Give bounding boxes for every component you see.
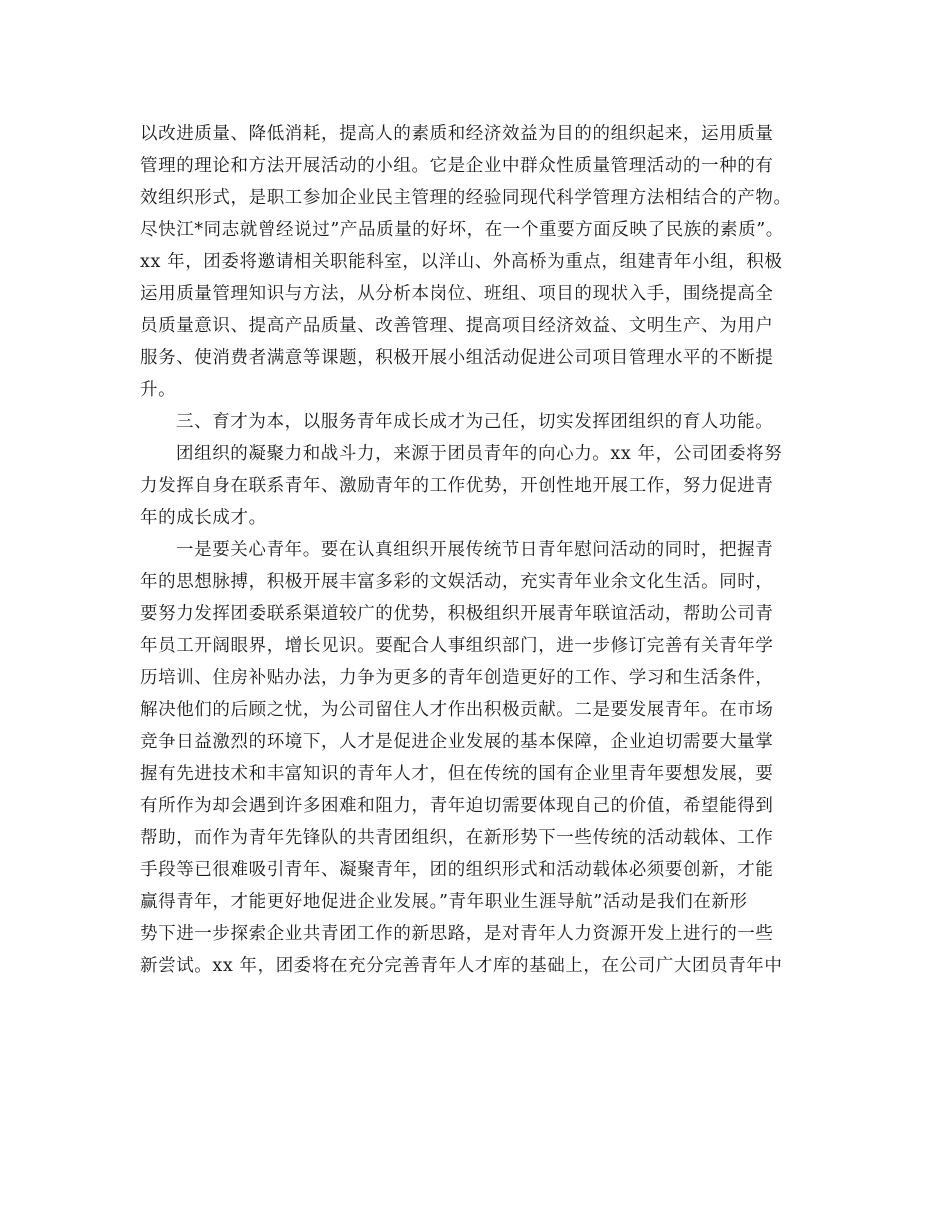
- text-line: 一是要关心青年。要在认真组织开展传统节日青年慰问活动的同时，把握青: [176, 540, 774, 560]
- text-line: 员质量意识、提高产品质量、改善管理、提高项目经济效益、文明生产、为用户: [140, 316, 774, 336]
- text-line: 团组织的凝聚力和战斗力，来源于团员青年的向心力。xx 年，公司团委将努: [176, 444, 783, 464]
- text-line: 赢得青年，才能更好地促进企业发展。”青年职业生涯导航”活动是我们在新形: [140, 892, 748, 912]
- text-line: 服务、使消费者满意等课题，积极开展小组活动促进公司项目管理水平的不断提: [140, 348, 774, 368]
- text-line: 手段等已很难吸引青年、凝聚青年，团的组织形式和活动载体必须要创新，才能: [140, 860, 774, 880]
- text-line: 尽快江*同志就曾经说过”产品质量的好坏，在一个重要方面反映了民族的素质”。: [140, 220, 784, 240]
- text-line: 帮助，而作为青年先锋队的共青团组织，在新形势下一些传统的活动载体、工作: [140, 828, 774, 848]
- text-line: 年的成长成才。: [140, 508, 267, 528]
- text-line: 管理的理论和方法开展活动的小组。它是企业中群众性质量管理活动的一种的有: [140, 156, 774, 176]
- text-line: 有所作为却会遇到许多困难和阻力，青年迫切需要体现自己的价值，希望能得到: [140, 796, 774, 816]
- text-line: 运用质量管理知识与方法，从分析本岗位、班组、项目的现状入手，围绕提高全: [140, 284, 774, 304]
- text-line: 历培训、住房补贴办法，力争为更多的青年创造更好的工作、学习和生活条件，: [140, 668, 774, 688]
- document-body: [140, 118, 820, 982]
- text-line: 力发挥自身在联系青年、激励青年的工作优势，开创性地开展工作，努力促进青: [140, 476, 774, 496]
- text-line: 要努力发挥团委联系渠道较广的优势，积极组织开展青年联谊活动，帮助公司青: [140, 604, 774, 624]
- paragraph-quality-groups: [140, 118, 820, 406]
- paragraph-cohesion: [140, 438, 820, 534]
- text-line: 解决他们的后顾之忧，为公司留住人才作出积极贡献。二是要发展青年。在市场: [140, 700, 774, 720]
- text-line: 年员工开阔眼界，增长见识。要配合人事组织部门，进一步修订完善有关青年学: [140, 636, 774, 656]
- text-line: 竞争日益激烈的环境下，人才是促进企业发展的基本保障，企业迫切需要大量掌: [140, 732, 774, 752]
- text-line: 效组织形式，是职工参加企业民主管理的经验同现代科学管理方法相结合的产物。: [140, 188, 792, 208]
- text-line: 升。: [140, 380, 177, 400]
- text-line: 新尝试。xx 年，团委将在充分完善青年人才库的基础上，在公司广大团员青年中: [140, 956, 783, 976]
- text-line: xx 年，团委将邀请相关职能科室，以洋山、外高桥为重点，组建青年小组，积极: [140, 252, 783, 272]
- text-line: 年的思想脉搏，积极开展丰富多彩的文娱活动，充实青年业余文化生活。同时，: [140, 572, 774, 592]
- text-line: 势下进一步探索企业共青团工作的新思路，是对青年人力资源开发上进行的一些: [140, 924, 774, 944]
- section-heading: 三、育才为本，以服务青年成长成才为己任，切实发挥团组织的育人功能。: [176, 412, 774, 432]
- text-line: 以改进质量、降低消耗，提高人的素质和经济效益为目的的组织起来，运用质量: [140, 124, 774, 144]
- paragraph-care-develop-youth: [140, 534, 820, 982]
- text-line: 握有先进技术和丰富知识的青年人才，但在传统的国有企业里青年要想发展，要: [140, 764, 774, 784]
